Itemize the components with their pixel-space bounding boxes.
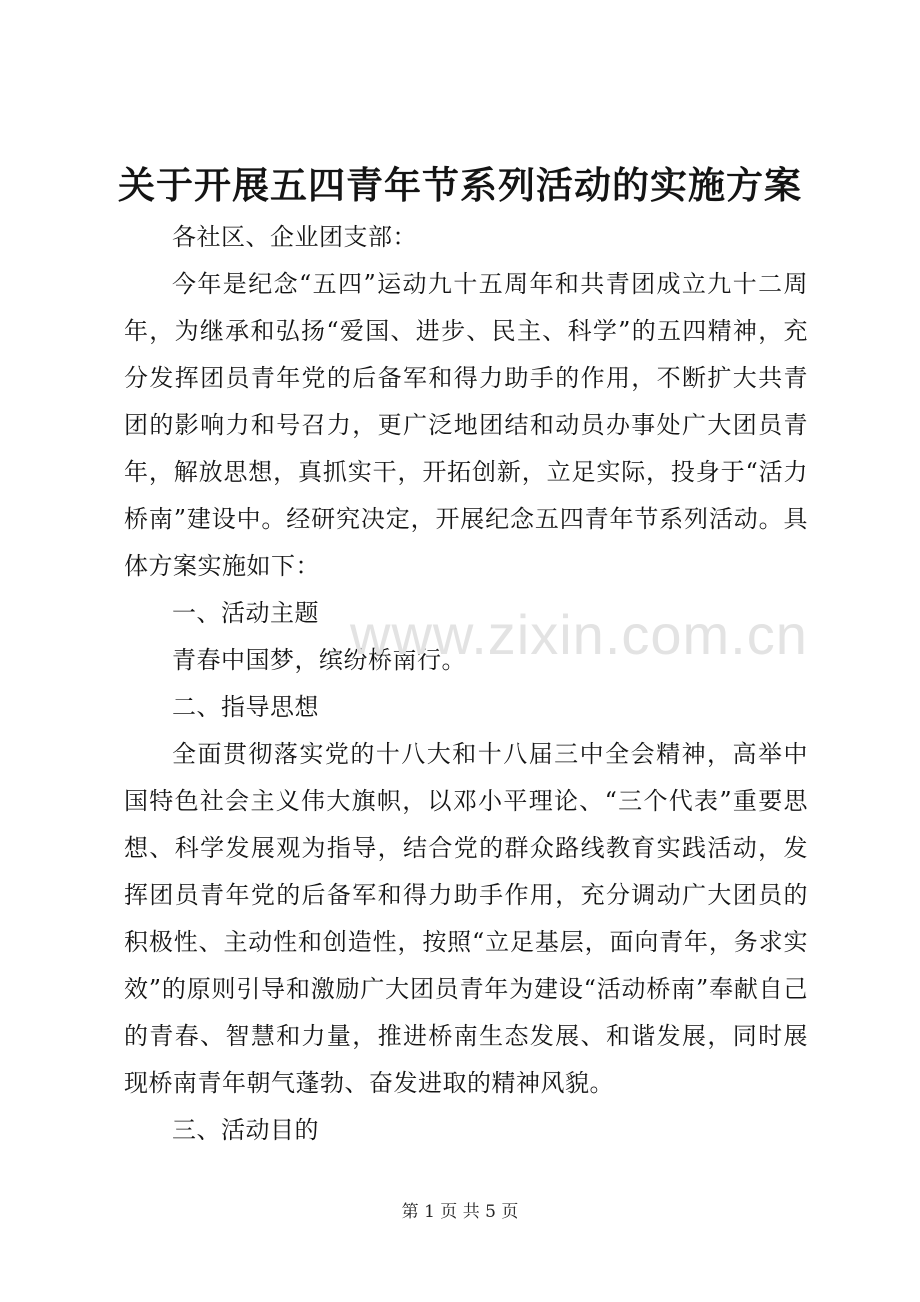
section-heading-guiding-thought: 二、指导思想	[172, 693, 319, 721]
guiding-thought-paragraph: 全面贯彻落实党的十八大和十八届三中全会精神，高举中国特色社会主义伟大旗帜，以邓小平理论、“三个代表”重要思想、科学发展观为指导，结合党的群众路线教育实践活动，发挥团员青年党的后备军和得力助手作用，充分调动广大团员的积极性、主动性和创造性，按照“立足基层，面向青年，务求实效”的原则引导和激励广大团员青年为建设“活动桥南”奉献自己的青春、智慧和力量，推进桥南生态发展、和谐发展，同时展现桥南青年朝气蓬勃、奋发进取的精神风貌。	[124, 740, 808, 1097]
section-heading-theme: 一、活动主题	[172, 599, 319, 627]
document-body	[124, 214, 808, 1154]
document-title: 关于开展五四青年节系列活动的实施方案	[118, 163, 802, 207]
section-heading-purpose: 三、活动目的	[172, 1116, 319, 1144]
page-footer: 第 1 页 共 5 页	[401, 1202, 519, 1222]
salutation: 各社区、企业团支部：	[172, 223, 417, 251]
intro-paragraph: 今年是纪念“五四”运动九十五周年和共青团成立九十二周年，为继承和弘扬“爱国、进步、民主、科学”的五四精神，充分发挥团员青年党的后备军和得力助手的作用，不断扩大共青团的影响力和号召力，更广泛地团结和动员办事处广大团员青年，解放思想，真抓实干，开拓创新，立足实际，投身于“活力桥南”建设中。经研究决定，开展纪念五四青年节系列活动。具体方案实施如下：	[124, 270, 808, 580]
theme-paragraph: 青春中国梦，缤纷桥南行。	[172, 646, 466, 674]
watermark: www.zixin.com.cn	[350, 603, 808, 666]
